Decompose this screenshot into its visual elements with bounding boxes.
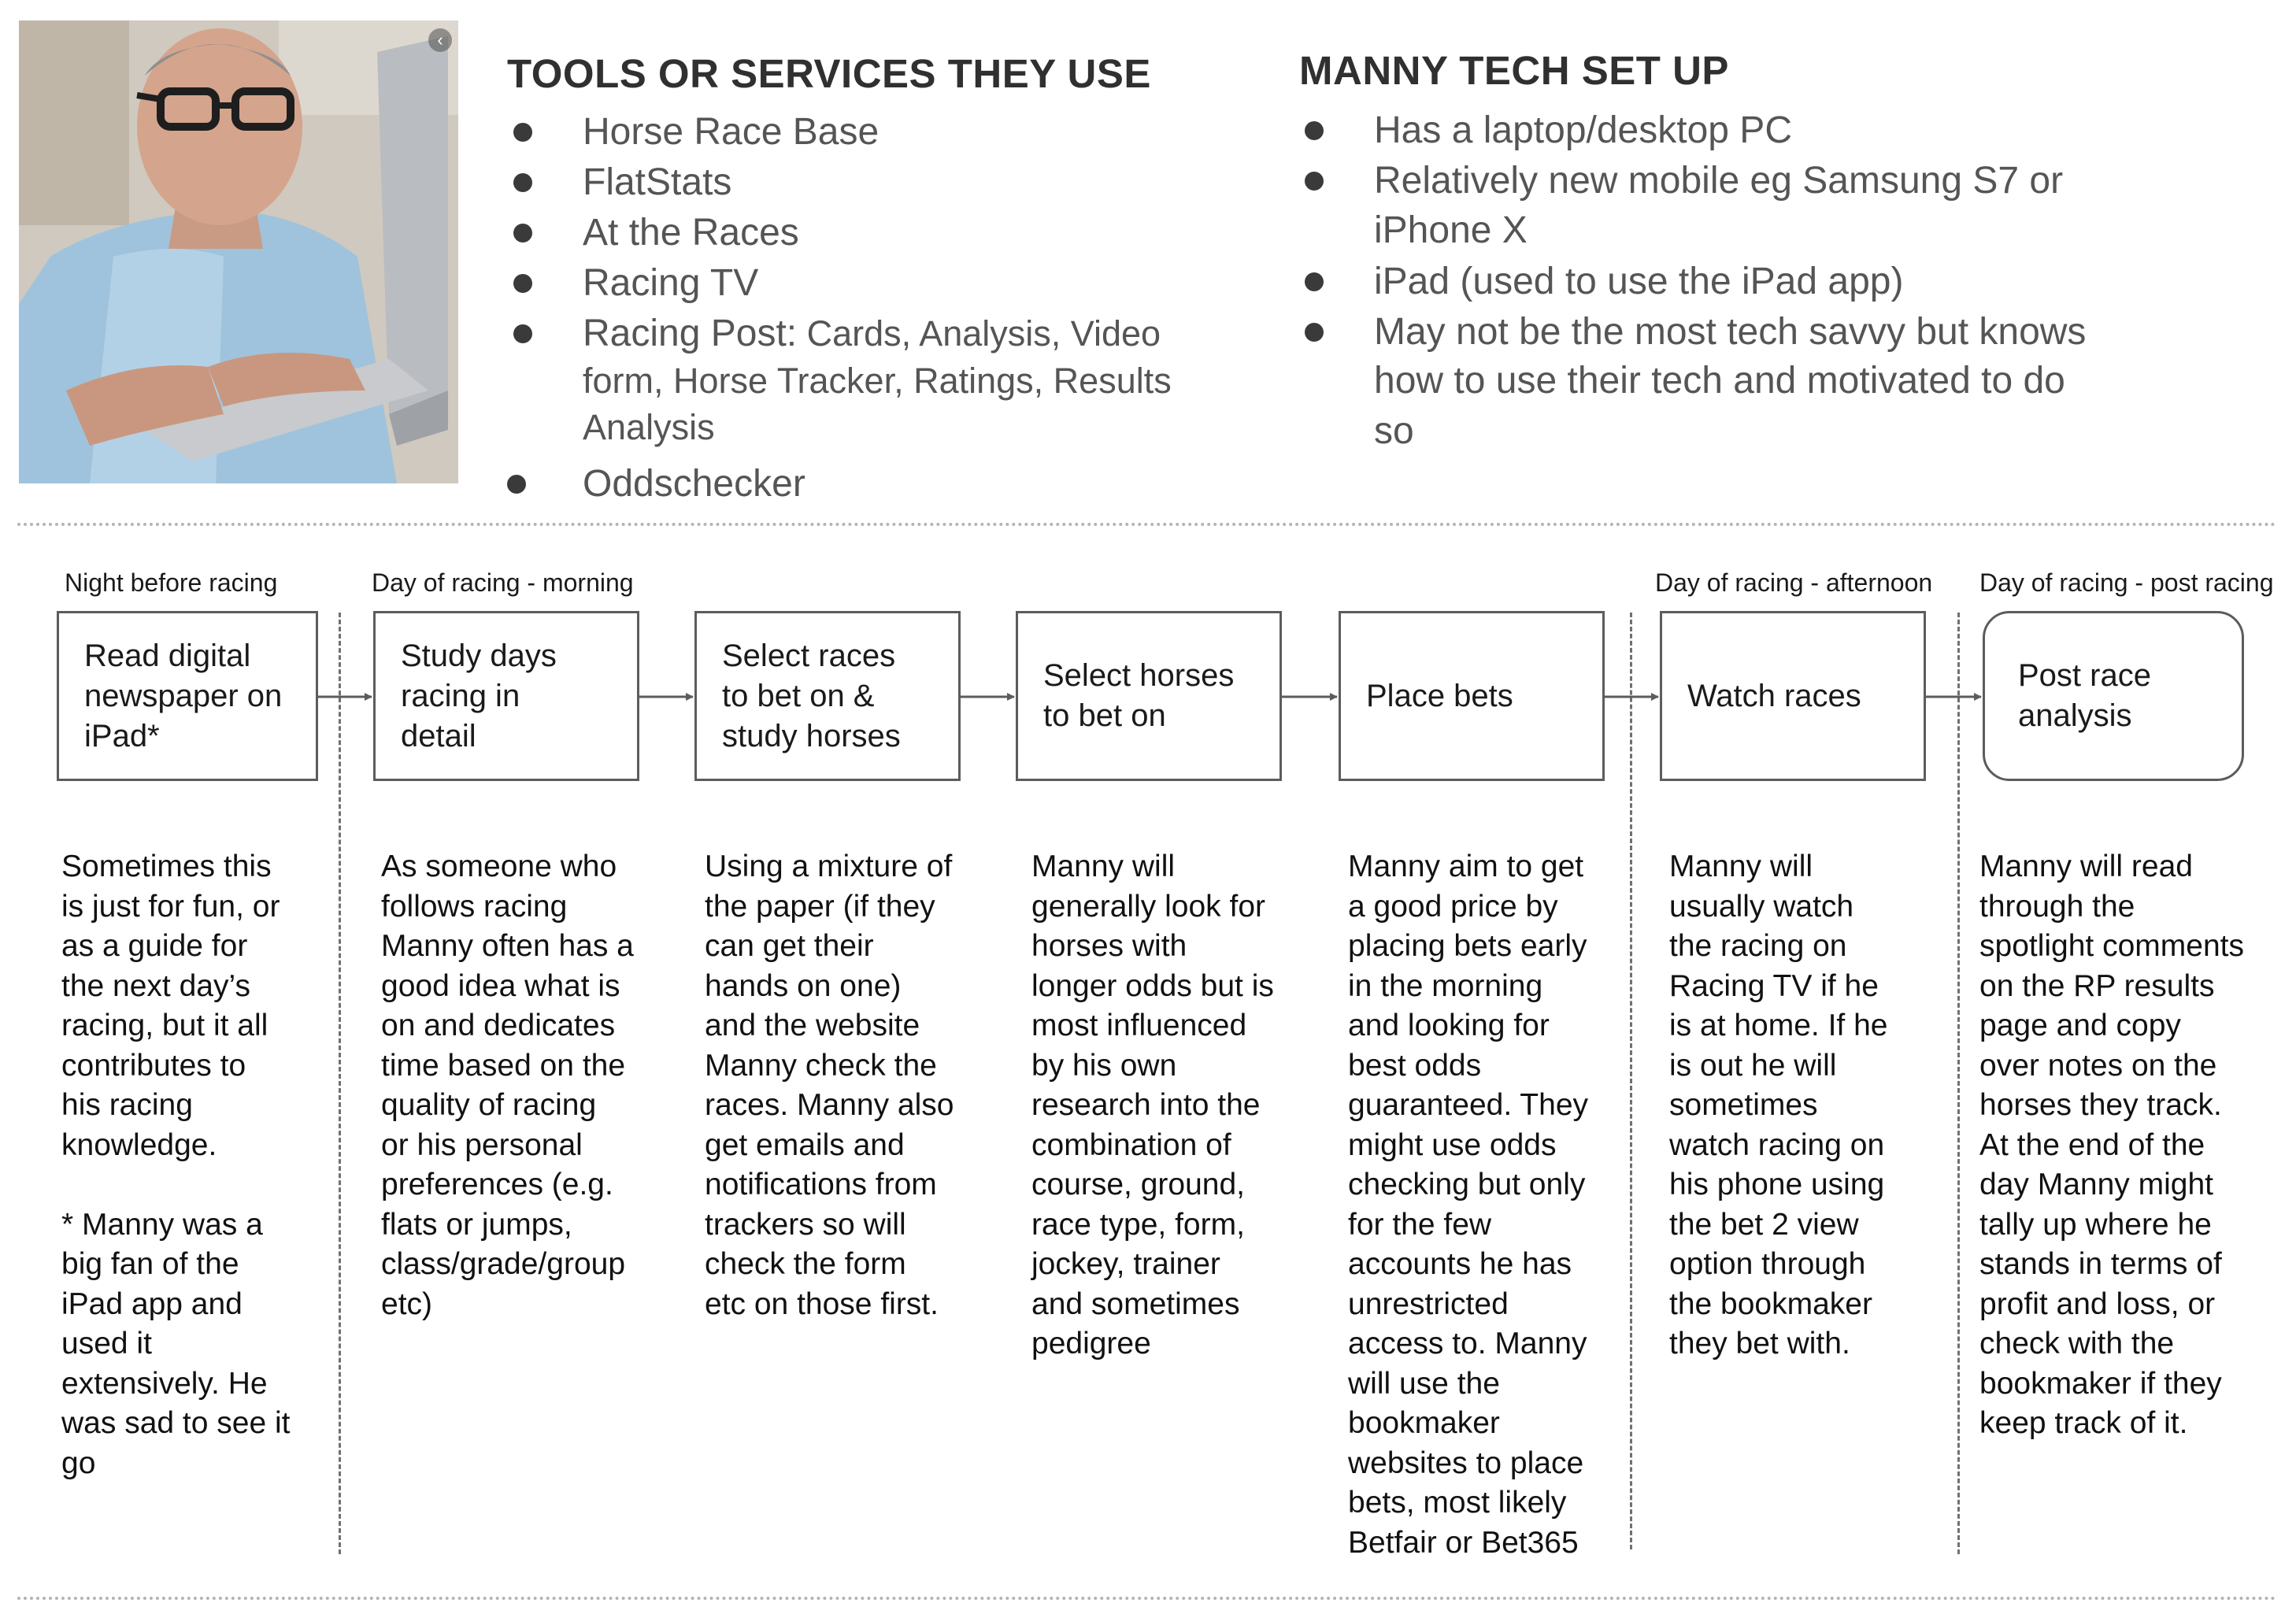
description-place-bets: Manny aim to get a good price by placing bets early in the morning and looking for best odds guaranteed. They might use odds checking but only for the few accounts he has unrestricted access to. Manny will use the bookmaker websites to place bets, most likely Betfair or Bet365	[1348, 850, 1589, 1560]
list-item-continuation: iPhone X	[1374, 209, 1528, 251]
list-item: Horse Race Base	[583, 109, 879, 156]
tools-heading: TOOLS OR SERVICES THEY USE	[507, 51, 1151, 96]
phase-label-afternoon: Day of racing - afternoon	[1655, 568, 1933, 597]
step-label: Study days racing in detail	[401, 638, 557, 753]
step-label: Place bets	[1366, 678, 1513, 713]
list-item: Racing Post: Cards, Analysis, Video	[583, 310, 1161, 357]
step-label: Select races to bet on & study horses	[722, 638, 901, 753]
tech-heading: MANNY TECH SET UP	[1299, 48, 1729, 93]
list-item: At the Races	[583, 209, 799, 257]
description-select-horses: Manny will generally look for horses with longer odds but is most influenced by his own research into the combination of course, ground, race type, form, jockey, trainer and sometimes pedigree	[1031, 850, 1274, 1361]
list-item: FlatStats	[583, 159, 731, 206]
phase-label-night-before: Night before racing	[65, 568, 278, 597]
list-item: Racing TV	[583, 260, 758, 307]
list-item: iPad (used to use the iPad app)	[1374, 258, 1903, 305]
phase-label-post-racing: Day of racing - post racing	[1979, 568, 2274, 597]
chevron-left-icon[interactable]: ‹	[428, 28, 452, 52]
list-item-continuation: how to use their tech and motivated to do	[1374, 360, 2065, 402]
list-item: Has a laptop/desktop PC	[1374, 107, 1792, 154]
list-item: Relatively new mobile eg Samsung S7 or	[1374, 157, 2063, 205]
description-select-races: Using a mixture of the paper (if they can get their hands on one) and the website Manny check the races. Manny also get emails and notifications from trackers so will check the form etc on those first.	[705, 850, 954, 1321]
list-item-continuation: Analysis	[583, 407, 715, 447]
description-study-racing: As someone who follows racing Manny often has a good idea what is on and dedicates time based on the quality of racing or his personal preferences (e.g. flats or jumps, class/grade/group etc)	[381, 850, 634, 1321]
step-label: Select horses to bet on	[1043, 658, 1235, 733]
step-label: Read digital newspaper on iPad*	[84, 638, 283, 753]
description-watch-races: Manny will usually watch the racing on Racing TV if he is at home. If he is out he will sometimes watch racing on his phone using the bet 2 view option through the bookmaker they bet with.	[1669, 850, 1888, 1361]
step-label: Post race analysis	[2018, 658, 2151, 733]
description-read-newspaper: Sometimes this is just for fun, or as a guide for the next day’s racing, but it all contributes to his racing knowledge. * Manny was a big fan of the iPad app and used it extensively. He was sad to see it go	[61, 850, 291, 1480]
list-item-continuation: so	[1374, 410, 1414, 452]
step-label: Watch races	[1687, 678, 1861, 713]
list-item-continuation: form, Horse Tracker, Ratings, Results	[583, 361, 1172, 401]
phase-label-morning: Day of racing - morning	[372, 568, 634, 597]
description-post-race-analysis: Manny will read through the spotlight comments on the RP results page and copy over notes on the horses they track. At the end of the day Manny might tally up where he stands in terms of profit and loss, or check with the bookmaker if they keep track of it.	[1979, 850, 2244, 1440]
list-item: Oddschecker	[583, 461, 805, 508]
list-item: May not be the most tech savvy but knows	[1374, 309, 2086, 356]
